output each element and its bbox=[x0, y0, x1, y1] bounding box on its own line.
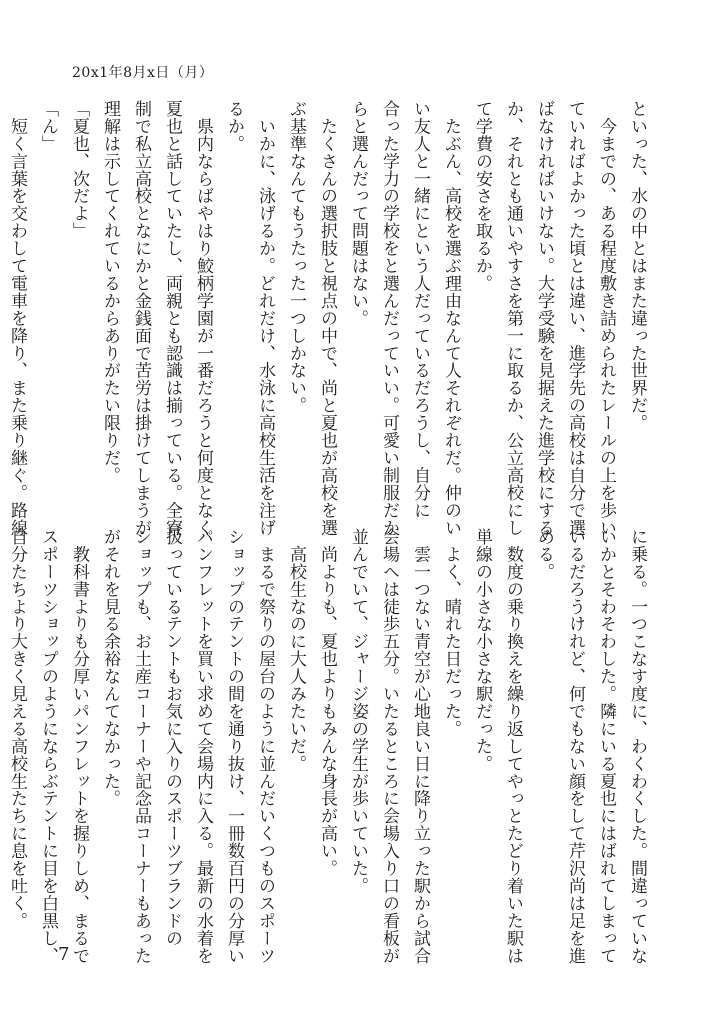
text-block-bottom bbox=[7, 528, 652, 965]
text-block-top bbox=[7, 100, 652, 537]
text-line: 自分たちより大きく見える高校生たちに息を吐く。 bbox=[7, 528, 27, 930]
text-line: いかに、泳げるか。どれだけ、水泳に高校生活を注げ bbox=[255, 100, 275, 537]
text-line: 教科書よりも分厚いパンフレットを握りしめ、まるで bbox=[69, 528, 89, 965]
text-line: ショップのテントの間を通り抜け、一冊数百円の分厚い bbox=[224, 528, 244, 965]
text-line: か、それとも通いやすさを第一に取るか、公立高校にし bbox=[503, 100, 523, 537]
text-line: 高校生なのに大人みたいだ。 bbox=[286, 528, 306, 773]
page-number: 7 bbox=[58, 944, 70, 965]
text-line: 夏也と話していたし、両親とも認識は揃っている。全寮 bbox=[162, 100, 182, 537]
text-line: 今までの、ある程度敷き詰められたレールの上を歩い bbox=[596, 100, 616, 537]
text-line: 制で私立高校となにかと金銭面で苦労は掛けてしまうが bbox=[131, 100, 151, 537]
text-line bbox=[0, 100, 1, 492]
text-line: ぶ基準なんてもうたった一つしかない。 bbox=[286, 100, 306, 415]
text-line: 扱っているテントもお気に入りのスポーツブランドの bbox=[162, 528, 182, 947]
text-line: スポーツショップのようにならぶテントに目を白黒し、 bbox=[38, 528, 58, 965]
text-line: 数度の乗り換えを繰り返してやっとたどり着いた駅は bbox=[503, 528, 523, 965]
text-line: といった、水の中とはまた違った世界だ。 bbox=[627, 100, 647, 432]
text-line: 短く言葉を交わして電車を降り、また乗り継ぐ。路線 bbox=[7, 100, 27, 537]
text-line: ていればよかった頃とは違い、進学先の高校は自分で選 bbox=[565, 100, 585, 537]
text-line: るか。 bbox=[224, 100, 244, 153]
text-line: ショップも、お土産コーナーや記念品コーナーもあった bbox=[131, 528, 151, 965]
text-line: いるだろうけれど、何でもない顔をして芹沢尚は足を進 bbox=[565, 528, 585, 965]
text-line: パンフレットを買い求めて会場内に入る。最新の水着を bbox=[193, 528, 213, 965]
text-line: ばなければいけない。大学受験を見据えた進学校にする bbox=[534, 100, 554, 537]
text-line: 会場へは徒歩五分。いたるところに会場入り口の看板が bbox=[379, 528, 399, 965]
text-line: 並んでいて、ジャージ姿の学生が歩いていた。 bbox=[348, 528, 368, 895]
text-line bbox=[0, 528, 1, 920]
text-line: い友人と一緒にという人だっているだろうし、自分に bbox=[410, 100, 430, 519]
text-line: て学費の安さを取るか。 bbox=[472, 100, 492, 292]
text-line: たぶん、高校を選ぶ理由なんて人それぞれだ。仲のい bbox=[441, 100, 461, 537]
text-line: に乗る。一つこなす度に、わくわくした。間違っていな bbox=[627, 528, 647, 965]
text-line: 「ん」 bbox=[38, 100, 58, 153]
text-line: たくさんの選択肢と視点の中で、尚と夏也が高校を選 bbox=[317, 100, 337, 537]
text-line: 単線の小さな小さな駅だった。 bbox=[472, 528, 492, 773]
text-line: いかとそわそわした。隣にいる夏也にはばれてしまって bbox=[596, 528, 616, 965]
text-line: 県内ならばやはり鮫柄学園が一番だろうと何度となく bbox=[193, 100, 213, 537]
page-header-date: 20x1年8月x日（月） bbox=[72, 65, 214, 81]
text-line: める。 bbox=[534, 528, 554, 581]
text-line: 合った学力の学校をと選んだっていい。可愛い制服だか bbox=[379, 100, 399, 537]
text-line: 「夏也、次だよ」 bbox=[69, 100, 89, 240]
text-line: らと選んだって問題はない。 bbox=[348, 100, 368, 327]
text-line: がそれを見る余裕なんてなかった。 bbox=[100, 528, 120, 808]
text-line: よく、晴れた日だった。 bbox=[441, 528, 461, 738]
text-line: 尚よりも、夏也よりもみんな身長が高い。 bbox=[317, 528, 337, 877]
text-line: 雲一つない青空が心地良い日に降り立った駅から試合 bbox=[410, 528, 430, 965]
text-line: まるで祭りの屋台のように並んだいくつものスポーツ bbox=[255, 528, 275, 965]
text-line: 理解は示してくれているからありがたい限りだ。 bbox=[100, 100, 120, 484]
